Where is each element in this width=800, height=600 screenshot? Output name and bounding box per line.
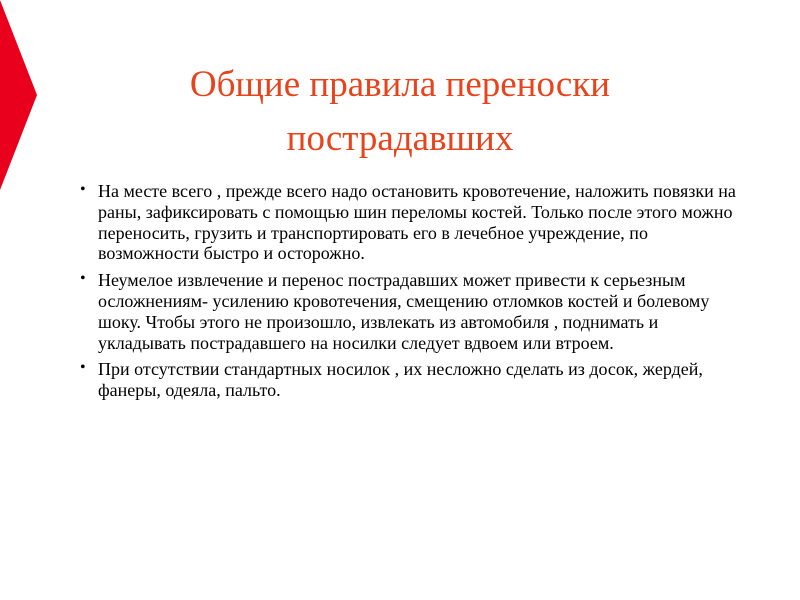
bullet-list [80, 181, 740, 407]
bullet-text: Неумелое извлечение и перенос пострадавших может привести к серьезным осложнениям- усилению кровотечения, смещению отломков костей и болевому шоку. Чтобы этого не произошло, извлекать из автомобиля , поднимать и укладывать пострадавшего на носилки следует вдвоем или втроем. [98, 270, 710, 353]
bullet-item [80, 359, 740, 401]
bullet-text: При отсутствии стандартных носилок , их несложно сделать из досок, жердей, фанеры, одеяла, пальто. [98, 359, 703, 401]
bullet-dot-icon: • [80, 359, 86, 377]
bullet-dot-icon: • [80, 181, 86, 198]
bullet-dot-icon: • [80, 270, 86, 288]
bullet-item [80, 270, 740, 353]
bullet-item [80, 181, 740, 264]
bullet-text: На месте всего , прежде всего надо остановить кровотечение, наложить повязки на раны, зафиксировать с помощью шин переломы костей. Только после этого можно переносить, грузить и транспортировать его в лечебное учреждение, по возможности быстро и осторожно. [98, 181, 736, 264]
red-accent-shape [0, 0, 40, 190]
slide-title: Общие правила переноски пострадавших [189, 64, 611, 159]
